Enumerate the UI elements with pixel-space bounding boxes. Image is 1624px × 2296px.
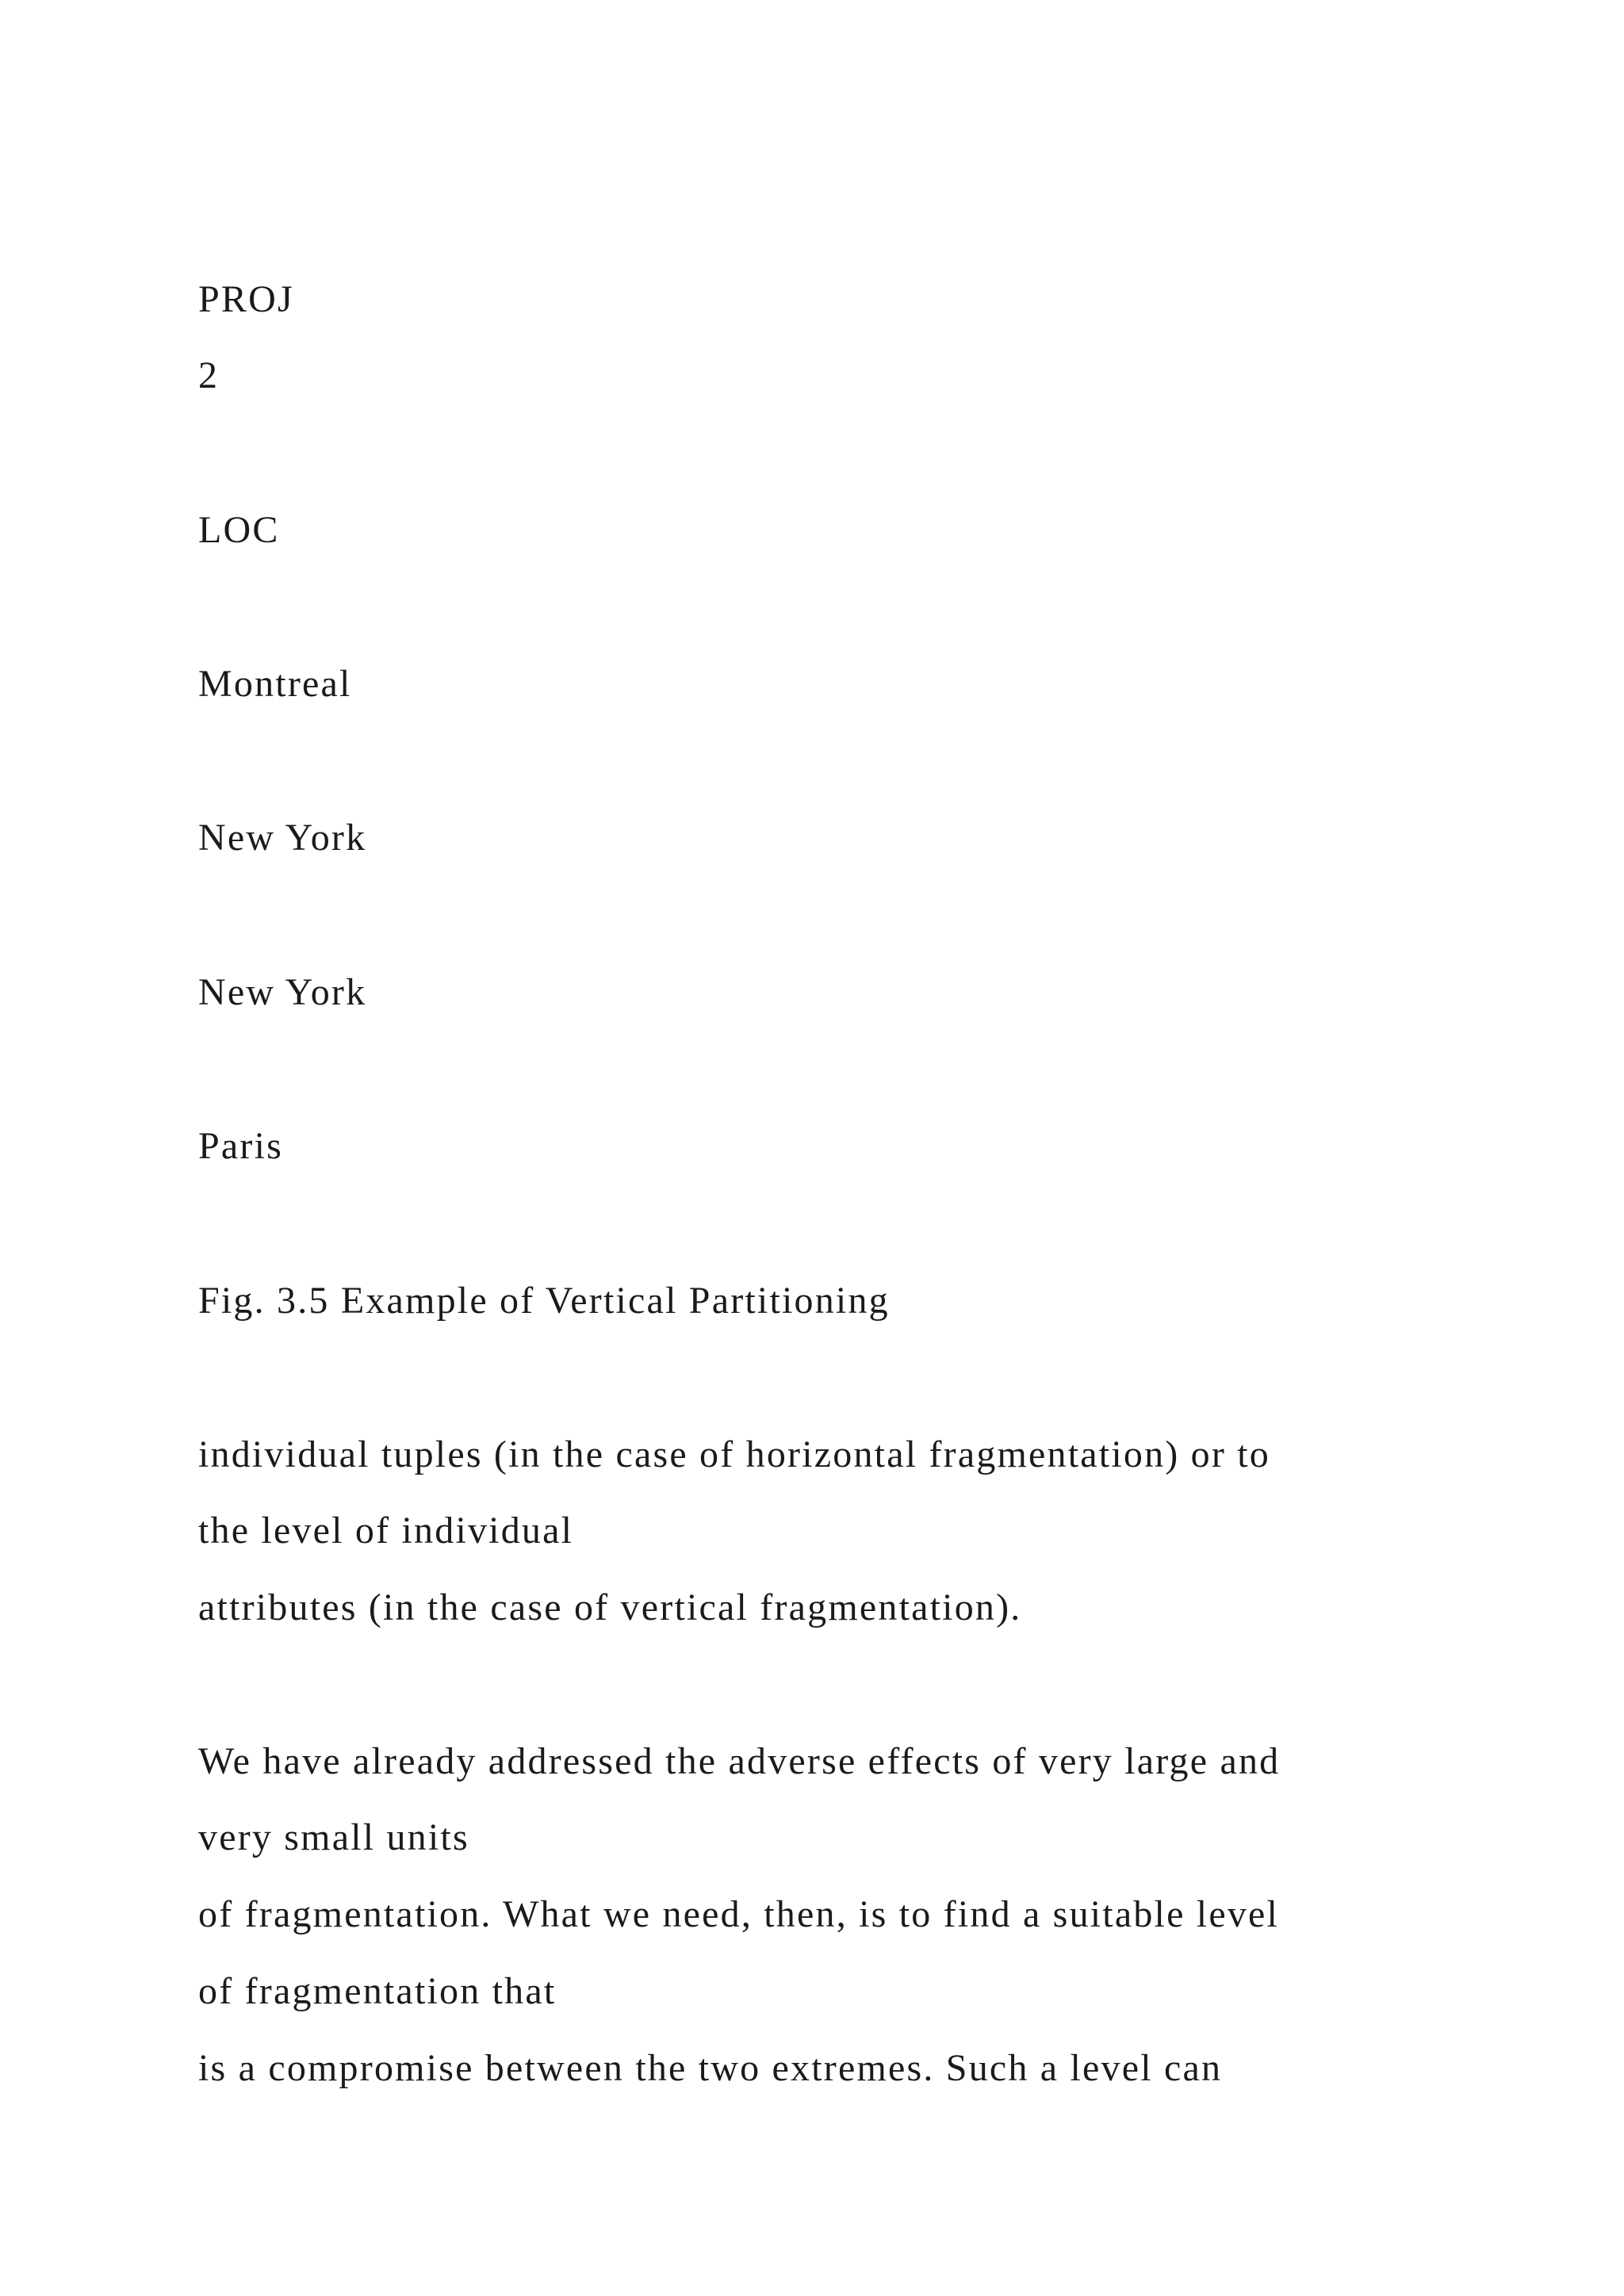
location-cell: Montreal (198, 663, 352, 705)
paragraph-line: very small units (198, 1816, 469, 1858)
paragraph-line: individual tuples (in the case of horizontal fragmentation) or to (198, 1433, 1270, 1475)
column-header-number: 2 (198, 354, 220, 396)
paragraph-line: is a compromise between the two extremes. Such a level can (198, 2047, 1223, 2089)
location-cell: Paris (198, 1125, 283, 1167)
paragraph-line: the level of individual (198, 1510, 574, 1552)
paragraph-line: attributes (in the case of vertical fragmentation). (198, 1586, 1022, 1628)
paragraph-line: of fragmentation. What we need, then, is to find a suitable level (198, 1893, 1280, 1935)
paragraph-line: We have already addressed the adverse effects of very large and (198, 1740, 1281, 1782)
column-header-proj: PROJ (198, 278, 294, 320)
location-cell: New York (198, 817, 367, 859)
figure-caption: Fig. 3.5 Example of Vertical Partitioning (198, 1280, 890, 1322)
location-cell: New York (198, 971, 367, 1013)
column-header-loc: LOC (198, 509, 280, 551)
paragraph-line: of fragmentation that (198, 1970, 557, 2012)
